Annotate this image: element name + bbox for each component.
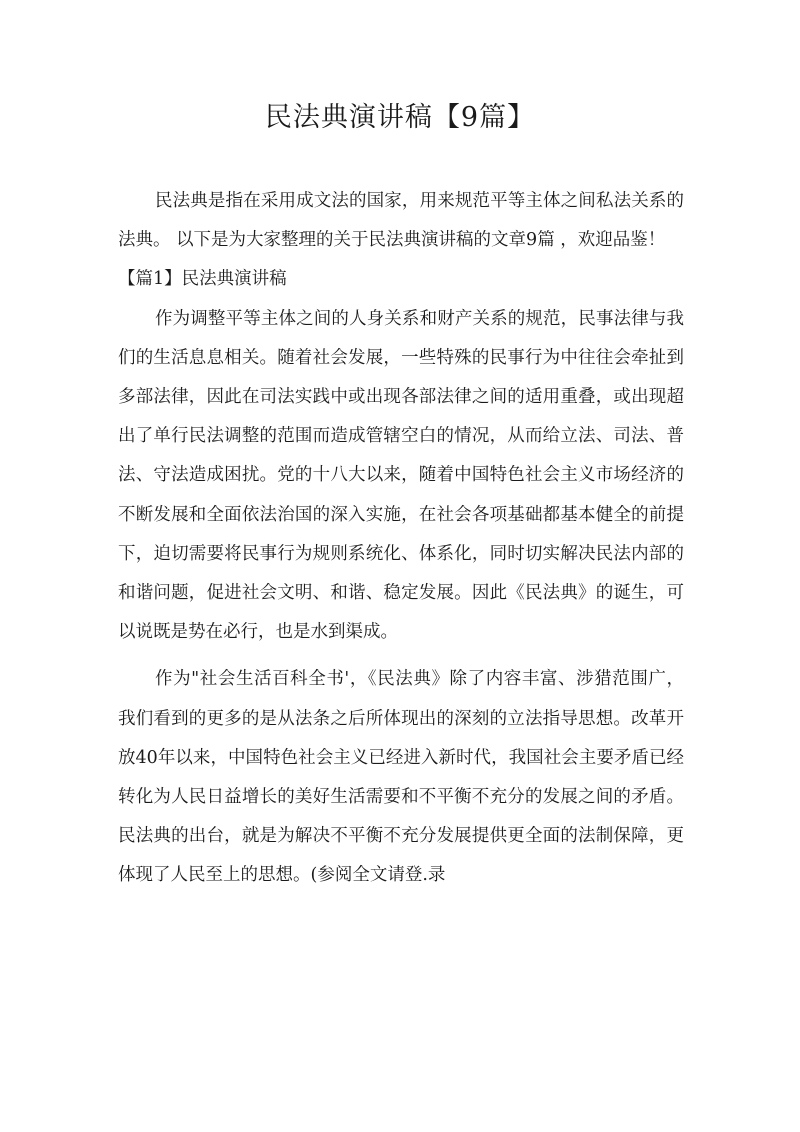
section-heading: 【篇1】民法典演讲稿 [118,269,287,290]
body-paragraph-1: 作为调整平等主体之间的人身关系和财产关系的规范，民事法律与我们的生活息息相关。随着社会发展，一些特殊的民事行为中往往会牵扯到多部法律，因此在司法实践中或出现各部法律之间的适用重叠，或出现超出了单行民法调整的范围而造成管辖空白的情况，从而给立法、司法、普法、守法造成困扰。党的十八大以来，随着中国特色社会主义市场经济的不断发展和全面依法治国的深入实施，在社会各项基础都基本健全的前提下，迫切需要将民事行为规则系统化、体系化，同时切实解决民法内部的和谐问题，促进社会文明、和谐、稳定发展。因此《民法典》的诞生，可以说既是势在必行，也是水到渠成。 [118,308,684,643]
body-paragraph-2: 作为"社会生活百科全书'，《民法典》除了内容丰富、涉猎范围广，我们看到的更多的是从法条之后所体现出的深刻的立法指导思想。改革开放40年以来，中国特色社会主义已经进入新时代，我国社会主要矛盾已经转化为人民日益增长的美好生活需要和不平衡不充分的发展之间的矛盾。民法典的出台，就是为解决不平衡不充分发展提供更全面的法制保障，更体现了人民至上的思想。(参阅全文请登.录 [118,669,684,886]
paragraph-gap [118,652,684,660]
document-body [118,182,684,896]
intro-paragraph: 民法典是指在采用成文法的国家，用来规范平等主体之间私法关系的法典。 以下是为大家整理的关于民法典演讲稿的文章9篇 ，欢迎品鉴！ [118,191,684,251]
document-title: 民法典演讲稿【9篇】 [264,102,536,133]
